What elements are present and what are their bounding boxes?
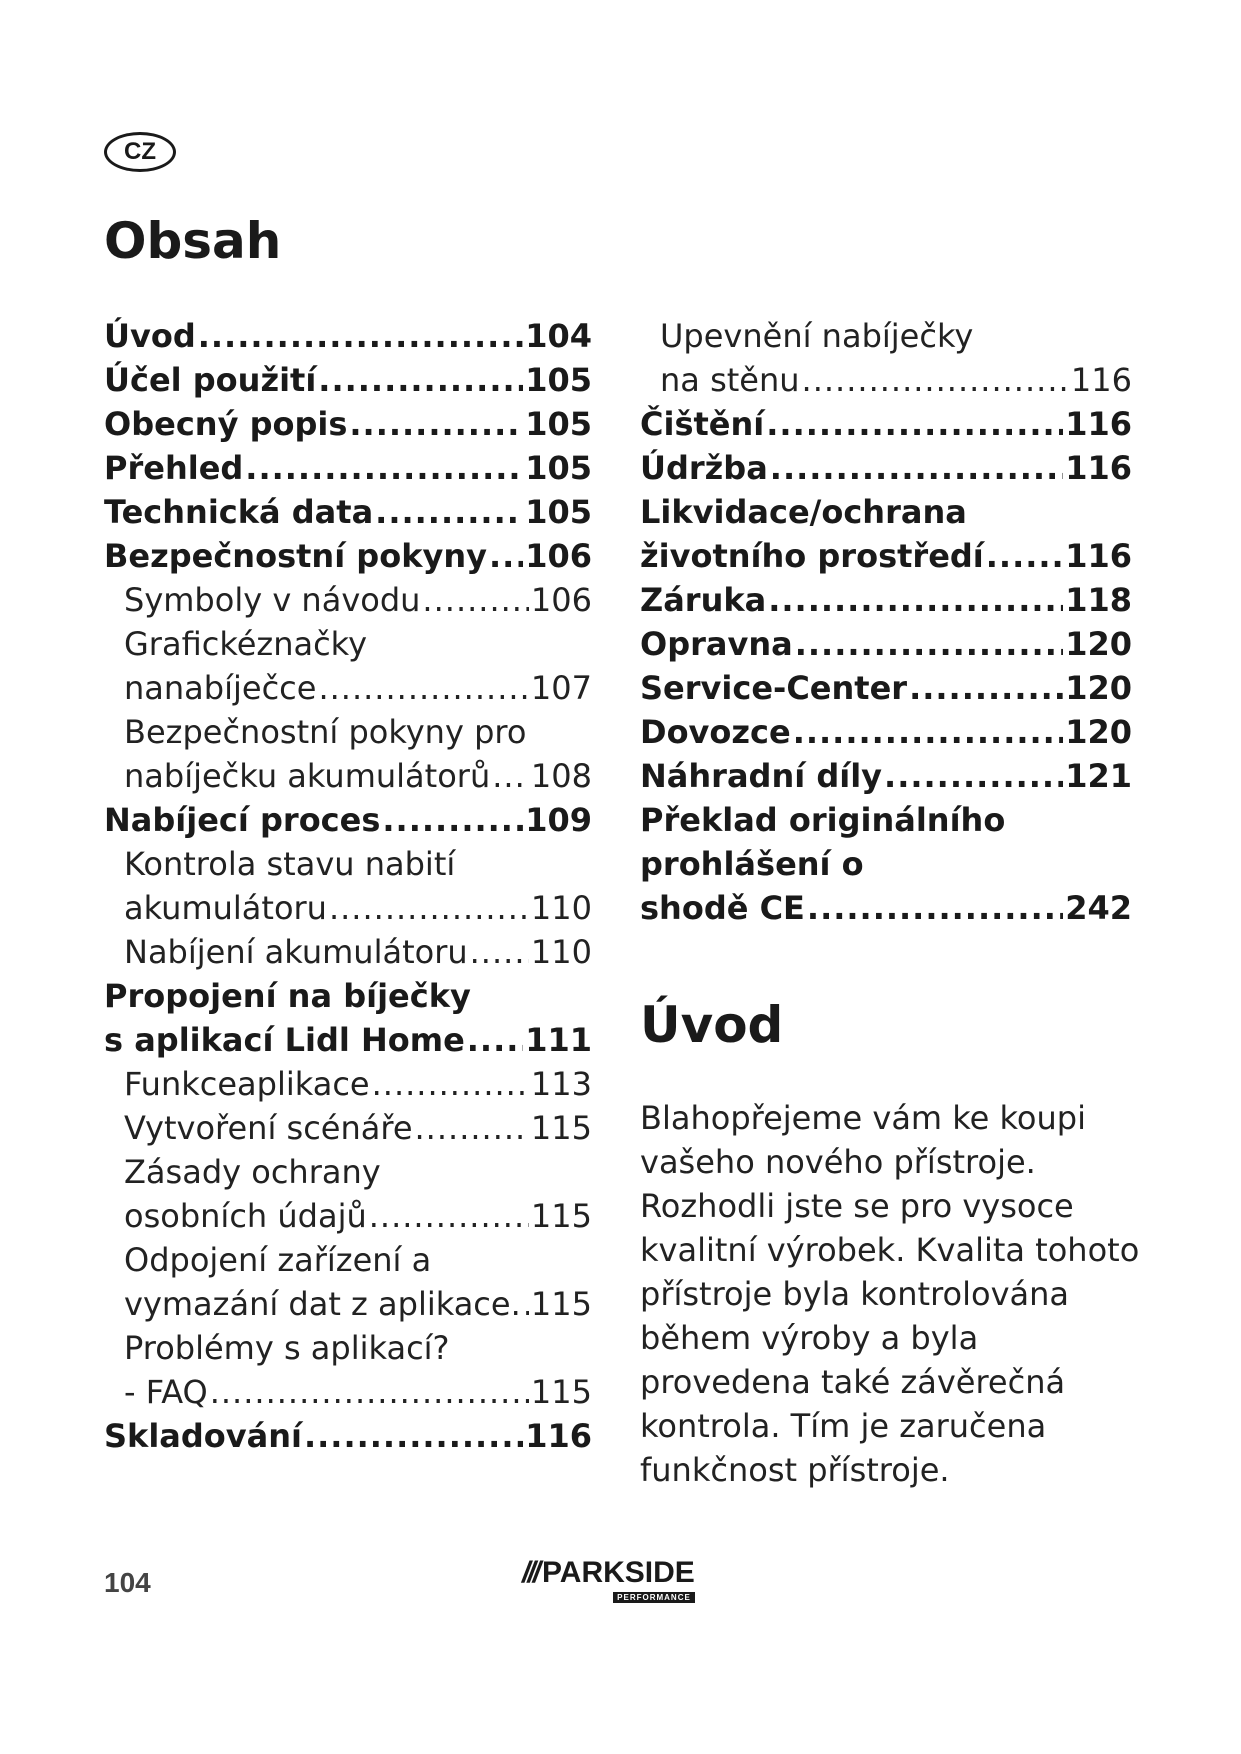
toc-entry-title: Skladování (104, 1417, 302, 1455)
toc-entry (640, 622, 1132, 666)
toc-entry-leader (304, 1414, 523, 1458)
toc-right-column (640, 314, 1132, 930)
toc-entry-title: Úvod (104, 317, 196, 355)
toc-entry (104, 358, 592, 402)
toc-entry-title: Bezpečnostní pokyny (104, 537, 487, 575)
toc-entry-page: 120 (1065, 713, 1132, 751)
toc-entry-leader (793, 710, 1064, 754)
toc-entry-title: Účel použití (104, 361, 317, 399)
toc-entry (640, 314, 1132, 358)
toc-entry-title: na stěnu (660, 361, 800, 399)
toc-entry-leader (802, 358, 1069, 402)
toc-entry-page: 107 (530, 669, 592, 707)
toc-entry-page: 121 (1065, 757, 1132, 795)
toc-entry (104, 1370, 592, 1414)
toc-entry-page: 120 (1065, 625, 1132, 663)
toc-entry-title: Zásady ochrany (124, 1153, 381, 1191)
toc-entry-leader (467, 1018, 523, 1062)
toc-entry-leader (909, 666, 1063, 710)
toc-entry-leader (349, 402, 523, 446)
toc-entry-title: akumulátoru (124, 889, 327, 927)
toc-entry (104, 1326, 592, 1370)
toc-entry-leader (492, 754, 529, 798)
toc-entry (104, 1238, 592, 1282)
section-title: Úvod (640, 996, 784, 1054)
toc-entry-page: 106 (530, 581, 592, 619)
toc-entry-page: 115 (530, 1373, 592, 1411)
toc-entry-page: 118 (1065, 581, 1132, 619)
toc-entry-page: 111 (525, 1021, 592, 1059)
toc-entry-leader (375, 490, 523, 534)
toc-entry-page: 109 (525, 801, 592, 839)
toc-entry-title: Náhradní díly (640, 757, 883, 795)
toc-entry (104, 1282, 592, 1326)
toc-entry-title: Bezpečnostní pokyny pro (124, 713, 527, 751)
brand-name: PARKSIDE (542, 1556, 695, 1589)
toc-entry-title: Funkceaplikace (124, 1065, 370, 1103)
toc-entry-title: Údržba (640, 449, 768, 487)
toc-entry-title: Likvidace/ochrana (640, 493, 967, 531)
toc-entry-title: nabíječku akumulátorů (124, 757, 491, 795)
toc-entry-leader (768, 578, 1063, 622)
toc-entry-leader (382, 798, 523, 842)
toc-entry-page: 116 (1065, 405, 1132, 443)
toc-entry-leader (245, 446, 523, 490)
toc-left-column (104, 314, 592, 1458)
toc-entry-leader (422, 578, 529, 622)
toc-entry (640, 886, 1132, 930)
toc-entry-leader (884, 754, 1063, 798)
toc-entry-page: 120 (1065, 669, 1132, 707)
toc-entry-leader (766, 402, 1063, 446)
toc-entry-leader (318, 358, 523, 402)
toc-entry-page: 242 (1065, 889, 1132, 927)
toc-entry-leader (318, 666, 528, 710)
toc-entry-title: životního prostředí (640, 537, 984, 575)
toc-entry-title: - FAQ (124, 1373, 208, 1411)
toc-entry (104, 842, 592, 886)
toc-entry-title: osobních údajů (124, 1197, 367, 1235)
toc-entry-title: Opravna (640, 625, 793, 663)
toc-entry-page: 105 (525, 361, 592, 399)
toc-entry-title: Service-Center (640, 669, 908, 707)
language-badge-label: CZ (124, 138, 156, 165)
toc-entry (104, 446, 592, 490)
toc-entry-leader (369, 1194, 529, 1238)
intro-paragraph: Blahopřejeme vám ke koupi vašeho nového přístroje. Rozhodli jste se pro vysoce kvalitní výrobek. Kvalita tohoto přístroje byla kontrolována během výroby a byla provedena také závěrečná kontrola. Tím je zaručena funkčnost přístroje. (640, 1099, 1140, 1489)
toc-entry-page: 105 (525, 449, 592, 487)
toc-entry-page: 104 (525, 317, 592, 355)
toc-entry-title: Grafickéznačky (124, 625, 367, 663)
toc-entry-page: 115 (530, 1197, 592, 1235)
toc-entry (104, 1194, 592, 1238)
toc-entry-page: 116 (1070, 361, 1132, 399)
toc-entry (640, 402, 1132, 446)
toc-entry (104, 754, 592, 798)
toc-entry (104, 974, 592, 1018)
toc-entry-page: 115 (530, 1109, 592, 1147)
toc-entry (104, 798, 592, 842)
toc-entry-page: 116 (1065, 449, 1132, 487)
toc-entry-title: Technická data (104, 493, 374, 531)
toc-entry (104, 490, 592, 534)
toc-entry (104, 710, 592, 754)
toc-entry (104, 622, 592, 666)
toc-entry-title: Odpojení zařízení a (124, 1241, 432, 1279)
toc-entry-title: Čištění (640, 405, 765, 443)
toc-entry (104, 578, 592, 622)
toc-entry (640, 754, 1132, 798)
toc-entry-page: 106 (525, 537, 592, 575)
toc-entry (104, 1414, 592, 1458)
toc-entry (104, 1150, 592, 1194)
toc-entry-title: Vytvoření scénáře (124, 1109, 413, 1147)
toc-entry-leader (415, 1106, 529, 1150)
toc-entry (104, 930, 592, 974)
toc-entry (640, 490, 1132, 534)
brand-logo (522, 1556, 695, 1603)
brand-logo-main (522, 1556, 695, 1590)
toc-entry (104, 1106, 592, 1150)
toc-entry (104, 534, 592, 578)
toc-entry-page: 113 (530, 1065, 592, 1103)
toc-entry-page: 115 (530, 1285, 592, 1323)
toc-entry-title: vymazání dat z aplikace. (124, 1285, 521, 1323)
toc-entry (104, 402, 592, 446)
toc-entry-title: nanabíječce (124, 669, 317, 707)
toc-entry-title: Upevnění nabíječky (660, 317, 974, 355)
toc-entry-title: prohlášení o (640, 845, 864, 883)
toc-entry (640, 842, 1132, 886)
toc-entry-page: 105 (525, 405, 592, 443)
toc-entry-page: 110 (530, 889, 592, 927)
language-badge (104, 132, 176, 172)
toc-entry-page: 116 (1065, 537, 1132, 575)
toc-entry-title: Nabíjení akumulátoru (124, 933, 468, 971)
toc-entry-title: Propojení na bíječky (104, 977, 471, 1015)
toc-entry-page: 105 (525, 493, 592, 531)
toc-entry-title: Symboly v návodu (124, 581, 421, 619)
toc-entry-leader (770, 446, 1063, 490)
toc-entry-leader (523, 1282, 529, 1326)
toc-entry-title: Překlad originálního (640, 801, 1006, 839)
toc-entry-leader (795, 622, 1063, 666)
toc-entry-leader (372, 1062, 529, 1106)
toc-entry-title: Nabíjecí proces (104, 801, 381, 839)
toc-entry-title: Dovozce (640, 713, 791, 751)
toc-entry (640, 666, 1132, 710)
toc-entry-page: 110 (530, 933, 592, 971)
toc-entry (104, 886, 592, 930)
toc-entry-title: Kontrola stavu nabití (124, 845, 456, 883)
toc-entry (640, 534, 1132, 578)
toc-entry (104, 314, 592, 358)
page-title: Obsah (104, 212, 282, 270)
toc-entry-title: Obecný popis (104, 405, 348, 443)
brand-subtitle: PERFORMANCE (613, 1592, 695, 1603)
brand-slashes: /// (522, 1556, 539, 1589)
toc-entry-leader (210, 1370, 529, 1414)
toc-entry (640, 446, 1132, 490)
toc-entry-title: Záruka (640, 581, 767, 619)
toc-entry (640, 578, 1132, 622)
toc-entry (640, 358, 1132, 402)
toc-entry-title: s aplikací Lidl Home (104, 1021, 465, 1059)
toc-entry (640, 798, 1132, 842)
toc-entry-page: 116 (525, 1417, 592, 1455)
toc-entry-leader (329, 886, 529, 930)
page-number: 104 (104, 1567, 151, 1598)
toc-entry-title: Problémy s aplikací? (124, 1329, 450, 1367)
toc-entry-leader (986, 534, 1063, 578)
toc-entry-leader (489, 534, 523, 578)
toc-entry (640, 710, 1132, 754)
toc-entry-title: Přehled (104, 449, 244, 487)
toc-entry (104, 1018, 592, 1062)
toc-entry (104, 666, 592, 710)
toc-entry-leader (807, 886, 1063, 930)
toc-entry-title: shodě CE (640, 889, 805, 927)
toc-entry (104, 1062, 592, 1106)
toc-entry-leader (470, 930, 529, 974)
toc-entry-leader (198, 314, 523, 358)
toc-entry-page: 108 (530, 757, 592, 795)
